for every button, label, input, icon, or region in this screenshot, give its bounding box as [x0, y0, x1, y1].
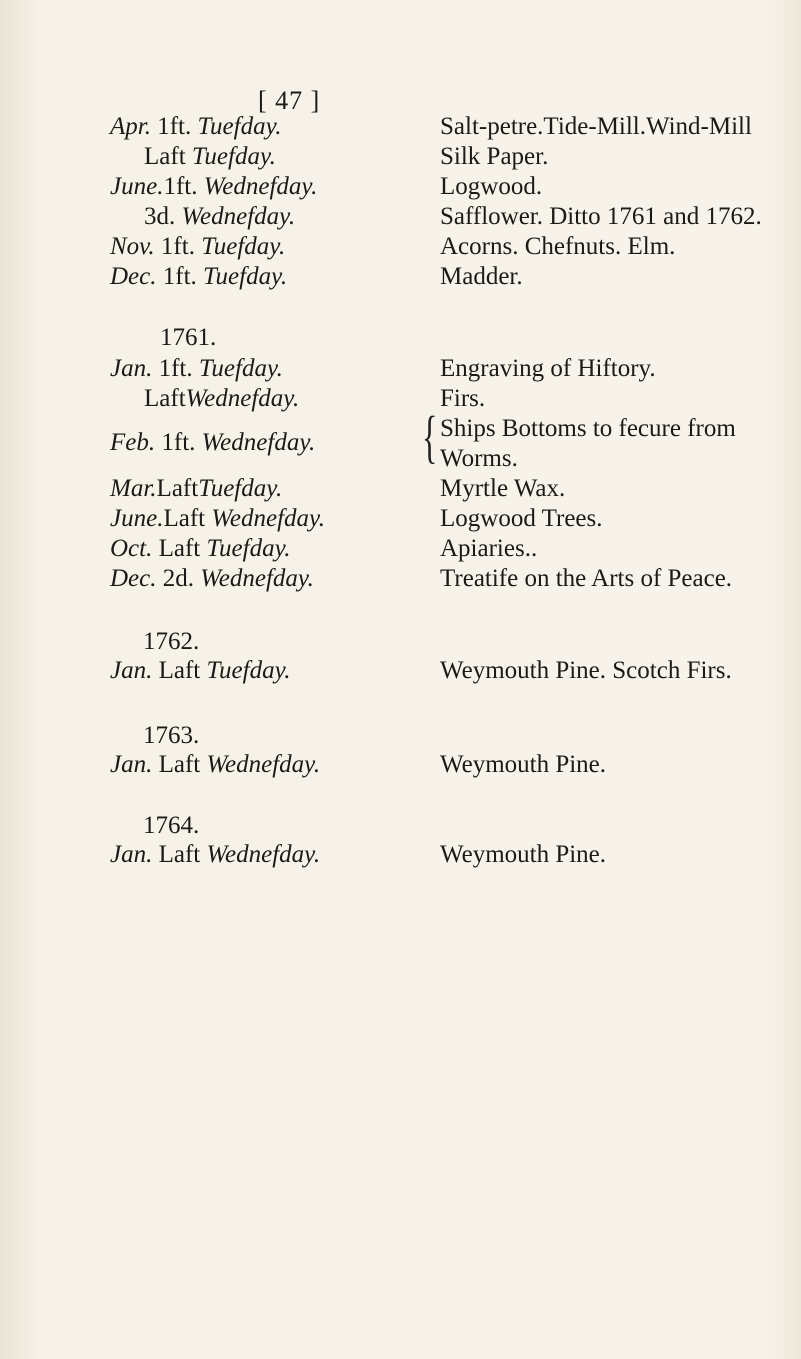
- entry-day: 1ft.: [162, 263, 197, 290]
- entry-weekday: Tuefday.: [206, 657, 291, 684]
- entry-month: Feb.: [110, 429, 156, 456]
- entry-month: June.: [110, 505, 164, 532]
- entry-month: Oct.: [110, 535, 153, 562]
- entry-day: 1ft.: [161, 429, 196, 456]
- year-heading: 1763.: [143, 722, 200, 749]
- entry-weekday: Wednefday.: [206, 841, 321, 868]
- entry-date: [110, 172, 317, 202]
- entry-month: Nov.: [110, 233, 155, 260]
- entry-month: Jan.: [110, 355, 153, 382]
- entry-day: 1ft.: [163, 173, 198, 200]
- entry-day: 1ft.: [160, 233, 195, 260]
- entry-date: [110, 262, 287, 292]
- entry-day: Laft: [158, 841, 201, 868]
- entry-day: 3d.: [144, 203, 176, 230]
- entry-month: Mar.: [110, 475, 157, 502]
- entry-day: Laft: [163, 505, 206, 532]
- entry-month: June.: [110, 173, 164, 200]
- entry-day: Laft: [144, 143, 186, 170]
- entry-date: [144, 202, 295, 232]
- entry-day: Laft: [156, 475, 199, 502]
- entry-subject: Logwood Trees.: [440, 505, 603, 532]
- entry-weekday: Wednefday.: [200, 565, 314, 592]
- entry-date: [144, 384, 299, 414]
- entry-subject: Weymouth Pine.: [440, 841, 607, 868]
- entry-weekday: Wednefday.: [185, 385, 300, 412]
- entry-month: Dec.: [110, 565, 157, 592]
- entry-date: [144, 142, 276, 172]
- entry-subject: Ships Bottoms to fecure from Worms.: [440, 415, 736, 472]
- entry-day: 1ft.: [157, 113, 192, 140]
- entry-weekday: Tuefday.: [203, 263, 288, 290]
- entry-weekday: Wednefday.: [211, 505, 325, 532]
- entry-weekday: Tuefday.: [198, 355, 283, 382]
- entry-date: [110, 840, 320, 870]
- entry-weekday: Tuefday.: [206, 535, 291, 562]
- entry-date: [110, 474, 282, 504]
- entry-weekday: Tuefday.: [201, 233, 286, 260]
- page-number-header: [ 47 ]: [258, 86, 321, 115]
- entry-weekday: Wednefday.: [206, 751, 321, 778]
- entry-date: [110, 428, 315, 458]
- entry-subject: Safflower. Ditto 1761 and 1762.: [440, 203, 762, 230]
- entry-subject: Weymouth Pine.: [440, 751, 607, 778]
- entry-date: [110, 750, 320, 780]
- year-heading: 1764.: [143, 812, 200, 839]
- entry-weekday: Wednefday.: [201, 429, 316, 456]
- entry-date: [110, 354, 283, 384]
- entry-month: Jan.: [110, 751, 153, 778]
- entry-subject: Firs.: [440, 385, 486, 412]
- entry-month: Jan.: [110, 657, 153, 684]
- year-heading: 1762.: [143, 628, 200, 655]
- entry-day: Laft: [158, 657, 201, 684]
- entry-day: Laft: [158, 751, 201, 778]
- entry-day: 2d.: [162, 565, 194, 592]
- entry-weekday: Tuefday.: [197, 113, 282, 140]
- entry-day: 1ft.: [158, 355, 193, 382]
- entry-date: [110, 534, 291, 564]
- entry-month: Jan.: [110, 841, 153, 868]
- entry-subject: Treatife on the Arts of Peace.: [440, 565, 733, 592]
- entry-subject: Logwood.: [440, 173, 543, 200]
- entry-subject: Acorns. Chefnuts. Elm.: [440, 233, 676, 260]
- entry-day: Laft: [144, 385, 186, 412]
- entry-date: [110, 232, 285, 262]
- entry-weekday: Wednefday.: [203, 173, 318, 200]
- entry-subject: Apiaries..: [440, 535, 538, 562]
- entry-date: [110, 656, 291, 686]
- entry-day: Laft: [158, 535, 201, 562]
- entry-date: [110, 504, 325, 534]
- entry-subject: Engraving of Hiftory.: [440, 355, 656, 382]
- entry-date: [110, 112, 282, 142]
- entry-subject: Madder.: [440, 263, 523, 290]
- entry-month: Dec.: [110, 263, 157, 290]
- entry-weekday: Wednefday.: [181, 203, 296, 230]
- entry-subject: Silk Paper.: [440, 143, 549, 170]
- entry-subject: Myrtle Wax.: [440, 475, 566, 502]
- year-heading: 1761.: [160, 324, 217, 351]
- entry-subject: Weymouth Pine. Scotch Firs.: [440, 657, 732, 684]
- entry-weekday: Tuefday.: [191, 143, 276, 170]
- entry-weekday: Tuefday.: [198, 475, 283, 502]
- entry-date: [110, 564, 314, 594]
- entry-month: Apr.: [110, 113, 151, 140]
- brace-glyph: {: [422, 404, 438, 469]
- entry-subject: Salt-petre.Tide-Mill.Wind-Mill: [440, 113, 752, 140]
